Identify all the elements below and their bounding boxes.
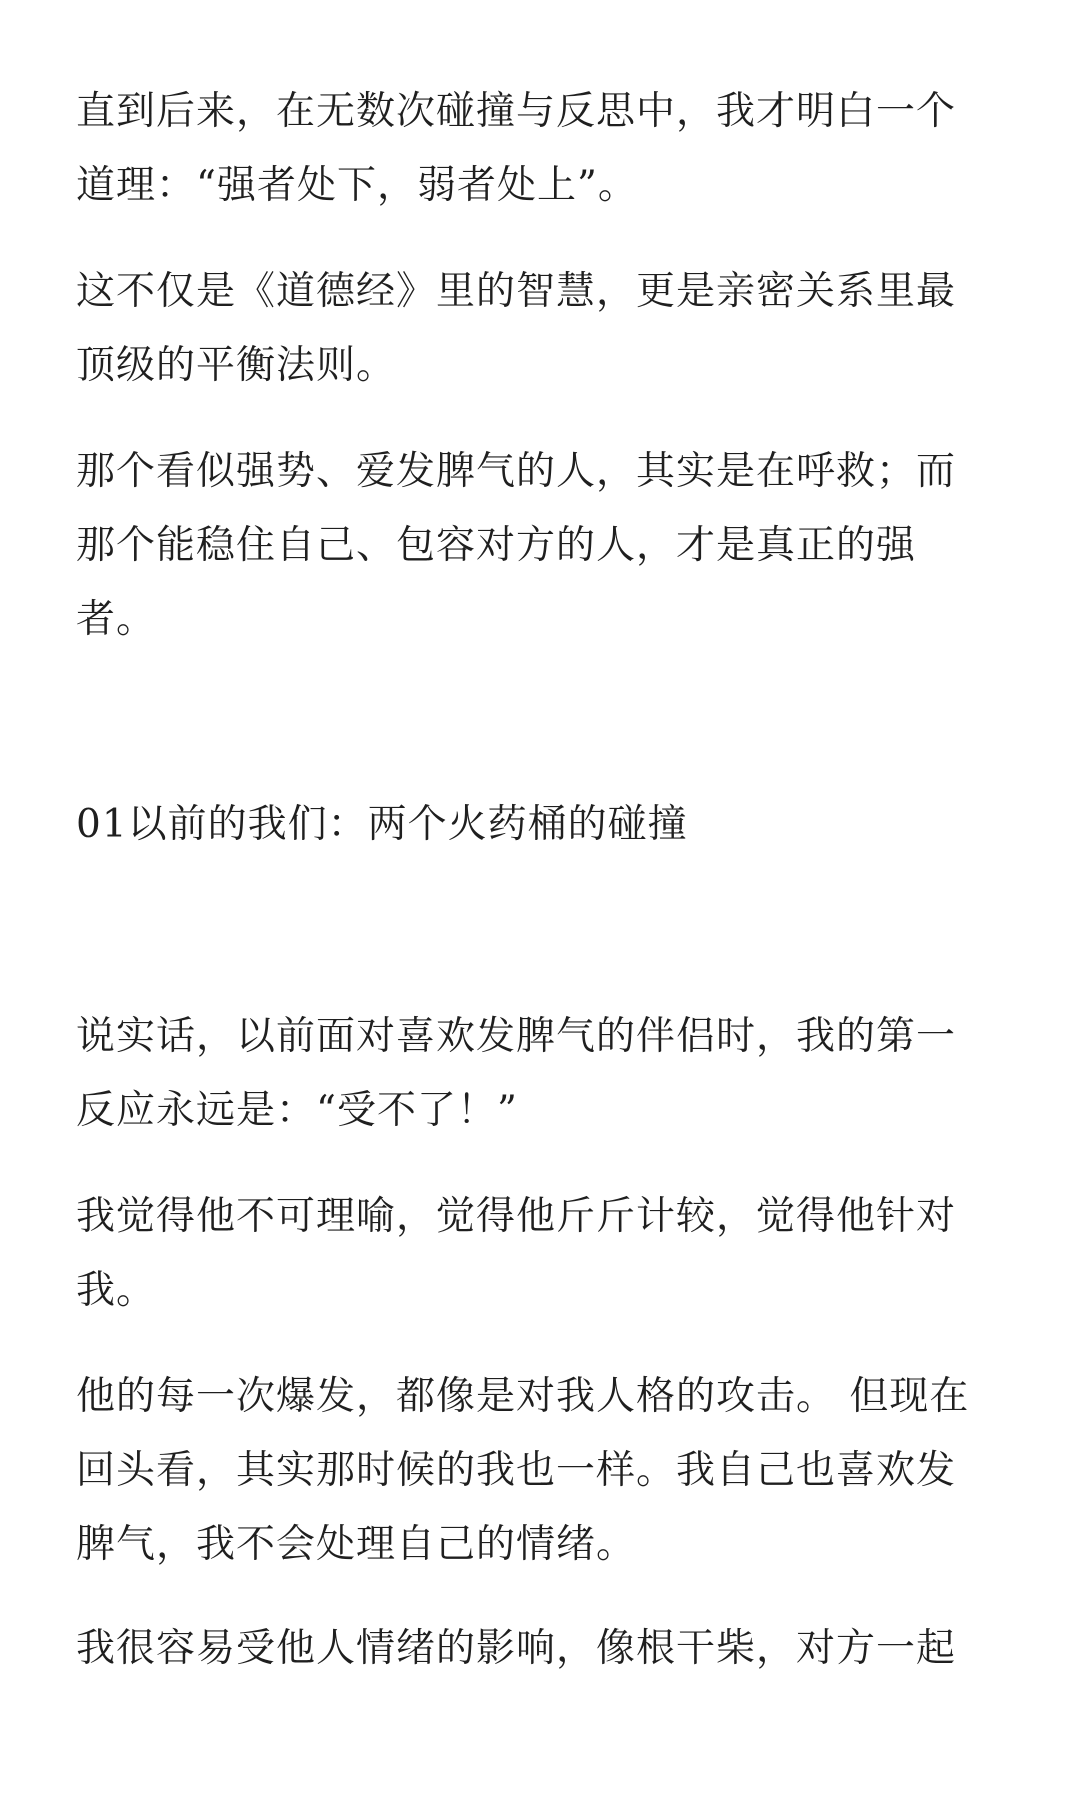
text-line: 我觉得他不可理喻，觉得他斤斤计较，觉得他针对	[76, 1194, 957, 1239]
text-line: 说实话，以前面对喜欢发脾气的伴侣时，我的第一	[76, 1014, 957, 1059]
paragraph-section-1	[76, 1000, 1016, 1148]
paragraph-section-2	[76, 1180, 1016, 1328]
text-line: 直到后来，在无数次碰撞与反思中，我才明白一个	[76, 89, 957, 134]
paragraph-intro-3	[76, 435, 1016, 657]
text-line: 我。	[76, 1268, 157, 1313]
paragraph-intro-2	[76, 255, 1016, 403]
text-line: 我很容易受他人情绪的影响，像根干柴，对方一起	[76, 1626, 957, 1671]
text-line: 者。	[76, 597, 157, 642]
text-line: 那个能稳住自己、包容对方的人，才是真正的强	[76, 523, 917, 568]
text-line: 他的每一次爆发，都像是对我人格的攻击。 但现在	[76, 1374, 970, 1419]
text-line: 道理：“强者处下，弱者处上”。	[76, 163, 638, 208]
text-line: 回头看，其实那时候的我也一样。我自己也喜欢发	[76, 1448, 957, 1493]
text-line: 那个看似强势、爱发脾气的人，其实是在呼救；而	[76, 449, 957, 494]
paragraph-section-4	[76, 1612, 1016, 1686]
text-line: 脾气，我不会处理自己的情绪。	[76, 1522, 637, 1567]
paragraph-intro-1	[76, 75, 1016, 223]
paragraph-section-3	[76, 1360, 1016, 1582]
section-heading: 01以前的我们：两个火药桶的碰撞	[76, 802, 688, 847]
text-line: 反应永远是：“受不了！”	[76, 1088, 518, 1133]
text-line: 这不仅是《道德经》里的智慧，更是亲密关系里最	[76, 269, 957, 314]
text-line: 顶级的平衡法则。	[76, 343, 397, 388]
